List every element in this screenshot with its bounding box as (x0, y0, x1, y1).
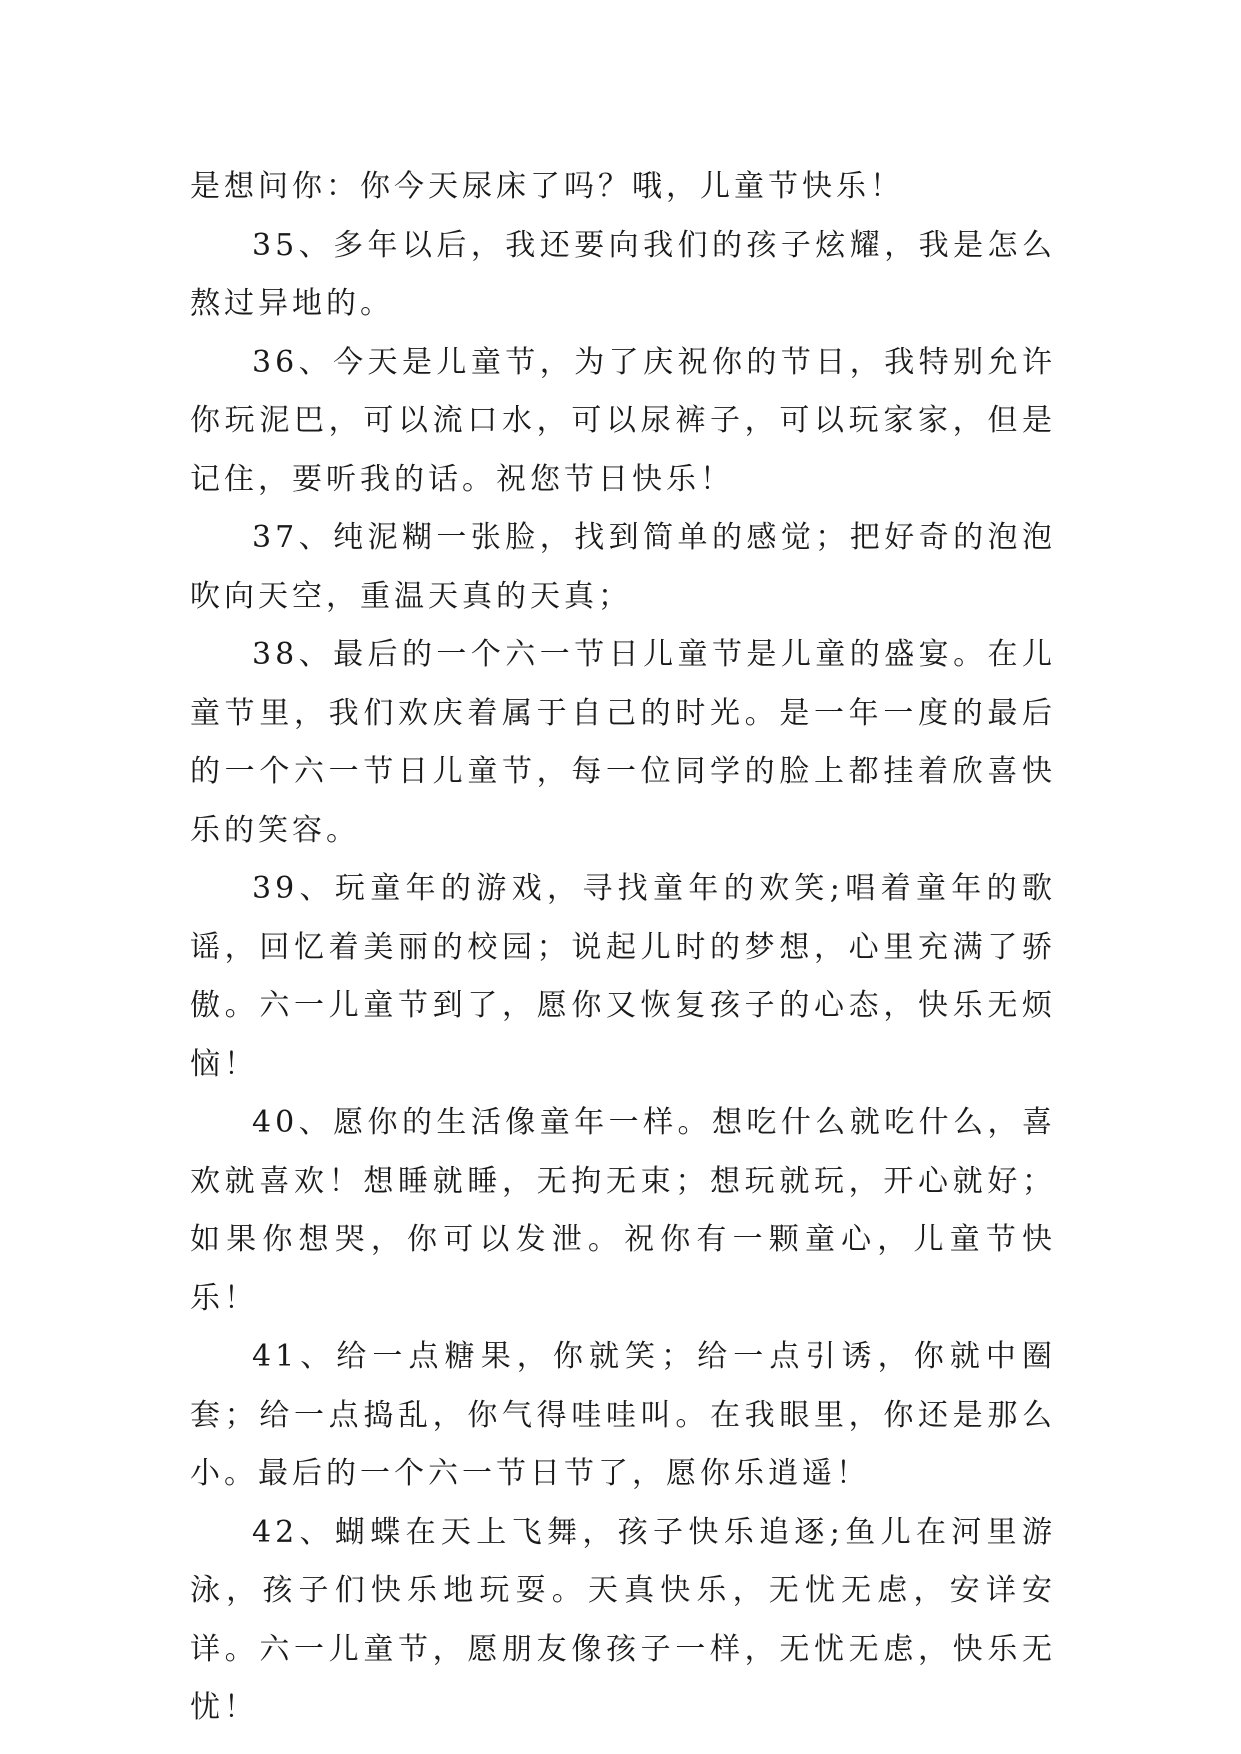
paragraph-35: 35、多年以后，我还要向我们的孩子炫耀，我是怎么熬过异地的。 (190, 227, 1056, 321)
paragraph-39: 39、玩童年的游戏，寻找童年的欢笑;唱着童年的歌谣，回忆着美丽的校园；说起儿时的梦想，心里充满了骄傲。六一儿童节到了，愿你又恢复孩子的心态，快乐无烦恼！ (190, 871, 1056, 1082)
paragraph-42: 42、蝴蝶在天上飞舞，孩子快乐追逐;鱼儿在河里游泳，孩子们快乐地玩耍。天真快乐，无忧无虑，安详安详。六一儿童节，愿朋友像孩子一样，无忧无虑，快乐无忧！ (190, 1514, 1056, 1725)
paragraph-continuation: 是想问你：你今天尿床了吗？哦，儿童节快乐！ (190, 169, 904, 204)
document-body (190, 158, 1056, 1738)
paragraph-38: 38、最后的一个六一节日儿童节是儿童的盛宴。在儿童节里，我们欢庆着属于自己的时光。是一年一度的最后的一个六一节日儿童节，每一位同学的脸上都挂着欣喜快乐的笑容。 (190, 637, 1056, 848)
paragraph-40: 40、愿你的生活像童年一样。想吃什么就吃什么，喜欢就喜欢！想睡就睡，无拘无束；想玩就玩，开心就好；如果你想哭，你可以发泄。祝你有一颗童心，儿童节快乐！ (190, 1105, 1056, 1316)
paragraph-41: 41、给一点糖果，你就笑；给一点引诱，你就中圈套；给一点捣乱，你气得哇哇叫。在我眼里，你还是那么小。最后的一个六一节日节了，愿你乐逍遥！ (190, 1339, 1056, 1491)
paragraph-37: 37、纯泥糊一张脸，找到简单的感觉；把好奇的泡泡吹向天空，重温天真的天真； (190, 520, 1056, 614)
paragraph-36: 36、今天是儿童节，为了庆祝你的节日，我特别允许你玩泥巴，可以流口水，可以尿裤子，可以玩家家，但是记住，要听我的话。祝您节日快乐！ (190, 344, 1056, 497)
